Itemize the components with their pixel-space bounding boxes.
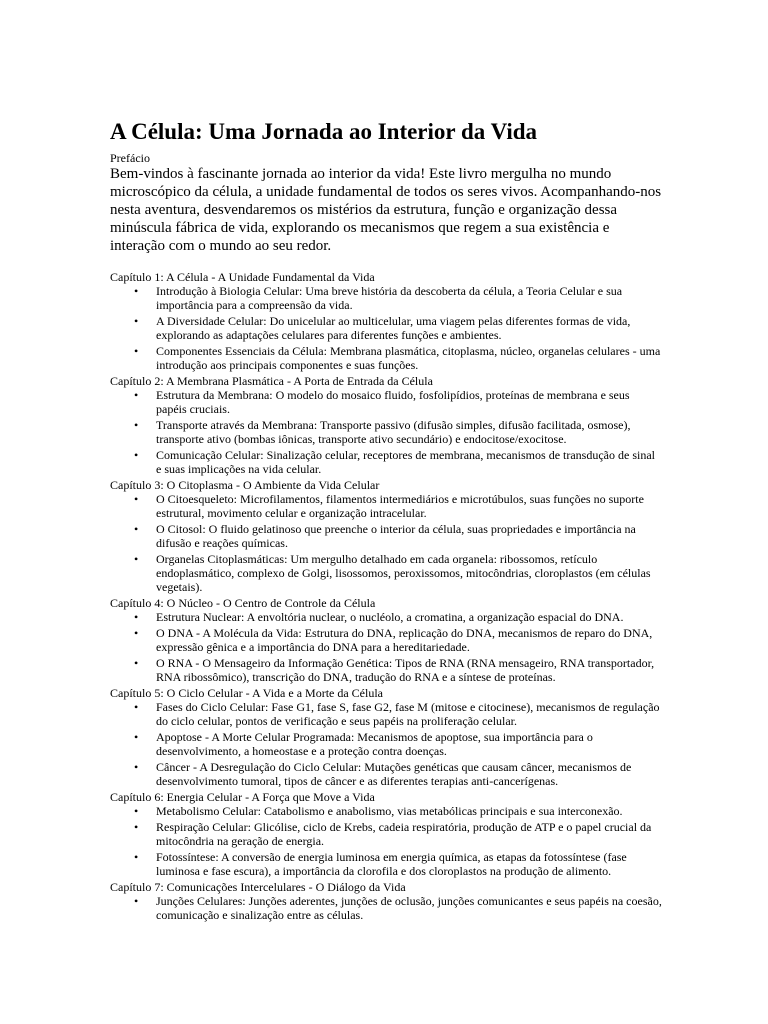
bullet-icon: • (134, 804, 139, 818)
bullet-icon: • (134, 700, 139, 714)
document-title: A Célula: Uma Jornada ao Interior da Vida (110, 119, 538, 144)
chapter-list (110, 270, 662, 922)
list-item (110, 344, 662, 372)
list-item (110, 760, 662, 788)
bullet-icon: • (134, 314, 139, 328)
list-item (110, 388, 662, 416)
bullet-icon: • (134, 522, 139, 536)
bullet-icon: • (134, 820, 139, 834)
bullet-icon: • (134, 850, 139, 864)
chapter-items (110, 804, 662, 878)
list-item-text: Respiração Celular: Glicólise, ciclo de Krebs, cadeia respiratória, produção de ATP e o papel crucial da mitocôndria na geração de energia. (156, 820, 652, 848)
bullet-icon: • (134, 626, 139, 640)
chapter-title: Capítulo 7: Comunicações Intercelulares - O Diálogo da Vida (110, 880, 406, 894)
chapter-title: Capítulo 6: Energia Celular - A Força que Move a Vida (110, 790, 375, 804)
chapter-title: Capítulo 5: O Ciclo Celular - A Vida e a Morte da Célula (110, 686, 384, 700)
preface-text: Bem-vindos à fascinante jornada ao interior da vida! Este livro mergulha no mundo microscópico da célula, a unidade fundamental de todos os seres vivos. Acompanhando-nos nesta aventura, desvendaremos os mistérios da estrutura, função e organização dessa minúscula fábrica de vida, explorando os mecanismos que regem a sua existência e interação com o mundo ao seu redor. (110, 166, 662, 254)
list-item-text: O DNA - A Molécula da Vida: Estrutura do DNA, replicação do DNA, mecanismos de reparo do DNA, expressão gênica e a importância do DNA para a hereditariedade. (156, 626, 653, 654)
list-item-text: Transporte através da Membrana: Transporte passivo (difusão simples, difusão facilitada, osmose), transporte ativo (bombas iônicas, transporte ativo secundário) e endocitose/exocitose. (156, 418, 631, 446)
list-item-text: Fotossíntese: A conversão de energia luminosa em energia química, as etapas da fotossíntese (fase luminosa e fase escura), a importância da clorofila e dos cloroplastos na produção de alimento. (156, 850, 627, 878)
list-item-text: Junções Celulares: Junções aderentes, junções de oclusão, junções comunicantes e seus papéis na coesão, comunicação e sinalização entre as células. (156, 894, 662, 922)
bullet-icon: • (134, 552, 139, 566)
list-item (110, 284, 662, 312)
chapter-items (110, 894, 662, 922)
chapter-section (110, 596, 662, 684)
list-item-text: Organelas Citoplasmáticas: Um mergulho detalhado em cada organela: ribossomos, retículo endoplasmático, complexo de Golgi, lisossomos, peroxissomos, mitocôndrias, cloroplastos (em células vegetais). (156, 552, 651, 594)
list-item (110, 552, 662, 594)
list-item (110, 700, 662, 728)
chapter-section (110, 880, 662, 922)
bullet-icon: • (134, 344, 139, 358)
chapter-section (110, 374, 662, 476)
chapter-items (110, 610, 662, 684)
chapter-title: Capítulo 3: O Citoplasma - O Ambiente da Vida Celular (110, 478, 380, 492)
list-item (110, 418, 662, 446)
list-item-text: Apoptose - A Morte Celular Programada: Mecanismos de apoptose, sua importância para o desenvolvimento, a homeostase e a proteção contra doenças. (156, 730, 593, 758)
list-item-text: Componentes Essenciais da Célula: Membrana plasmática, citoplasma, núcleo, organelas celulares - uma introdução aos principais componentes e suas funções. (156, 344, 661, 372)
chapter-section (110, 478, 662, 594)
list-item (110, 522, 662, 550)
list-item (110, 820, 662, 848)
list-item (110, 804, 662, 818)
list-item (110, 656, 662, 684)
bullet-icon: • (134, 656, 139, 670)
chapter-section (110, 790, 662, 878)
list-item-text: Estrutura Nuclear: A envoltória nuclear, o nucléolo, a cromatina, a organização espacial do DNA. (156, 610, 624, 624)
list-item-text: Fases do Ciclo Celular: Fase G1, fase S, fase G2, fase M (mitose e citocinese), mecanismos de regulação do ciclo celular, pontos de verificação e seus papéis na proliferação celular. (156, 700, 660, 728)
list-item (110, 314, 662, 342)
bullet-icon: • (134, 388, 139, 402)
chapter-items (110, 492, 662, 594)
list-item (110, 492, 662, 520)
list-item (110, 610, 662, 624)
list-item-text: A Diversidade Celular: Do unicelular ao multicelular, uma viagem pelas diferentes formas de vida, explorando as adaptações celulares para diferentes funções e ambientes. (156, 314, 631, 342)
bullet-icon: • (134, 760, 139, 774)
bullet-icon: • (134, 492, 139, 506)
bullet-icon: • (134, 894, 139, 908)
list-item-text: Estrutura da Membrana: O modelo do mosaico fluido, fosfolipídios, proteínas de membrana e seus papéis cruciais. (156, 388, 630, 416)
list-item-text: Introdução à Biologia Celular: Uma breve história da descoberta da célula, a Teoria Celular e sua importância para a compreensão da vida. (156, 284, 623, 312)
bullet-icon: • (134, 448, 139, 462)
chapter-items (110, 284, 662, 372)
chapter-title: Capítulo 1: A Célula - A Unidade Fundamental da Vida (110, 270, 375, 284)
chapter-items (110, 388, 662, 476)
list-item (110, 730, 662, 758)
chapter-title: Capítulo 4: O Núcleo - O Centro de Controle da Célula (110, 596, 376, 610)
list-item (110, 894, 662, 922)
list-item (110, 448, 662, 476)
document-page (110, 118, 662, 924)
bullet-icon: • (134, 730, 139, 744)
list-item-text: Metabolismo Celular: Catabolismo e anabolismo, vias metabólicas principais e sua interconexão. (156, 804, 623, 818)
chapter-section (110, 270, 662, 372)
bullet-icon: • (134, 284, 139, 298)
chapter-title: Capítulo 2: A Membrana Plasmática - A Porta de Entrada da Célula (110, 374, 433, 388)
bullet-icon: • (134, 610, 139, 624)
chapter-section (110, 686, 662, 788)
list-item-text: O Citoesqueleto: Microfilamentos, filamentos intermediários e microtúbulos, suas funções no suporte estrutural, movimento celular e organização intracelular. (156, 492, 644, 520)
list-item (110, 850, 662, 878)
preface-label: Prefácio (110, 151, 150, 165)
list-item-text: O Citosol: O fluido gelatinoso que preenche o interior da célula, suas propriedades e importância na difusão e reações químicas. (156, 522, 636, 550)
list-item (110, 626, 662, 654)
list-item-text: O RNA - O Mensageiro da Informação Genética: Tipos de RNA (RNA mensageiro, RNA transportador, RNA ribossômico), transcrição do DNA, tradução do RNA e a síntese de proteínas. (156, 656, 655, 684)
chapter-items (110, 700, 662, 788)
list-item-text: Comunicação Celular: Sinalização celular, receptores de membrana, mecanismos de transdução de sinal e suas implicações na vida celular. (156, 448, 655, 476)
list-item-text: Câncer - A Desregulação do Ciclo Celular: Mutações genéticas que causam câncer, mecanismos de desenvolvimento tumoral, tipos de câncer e as diferentes terapias anti-cancerígenas. (156, 760, 632, 788)
bullet-icon: • (134, 418, 139, 432)
